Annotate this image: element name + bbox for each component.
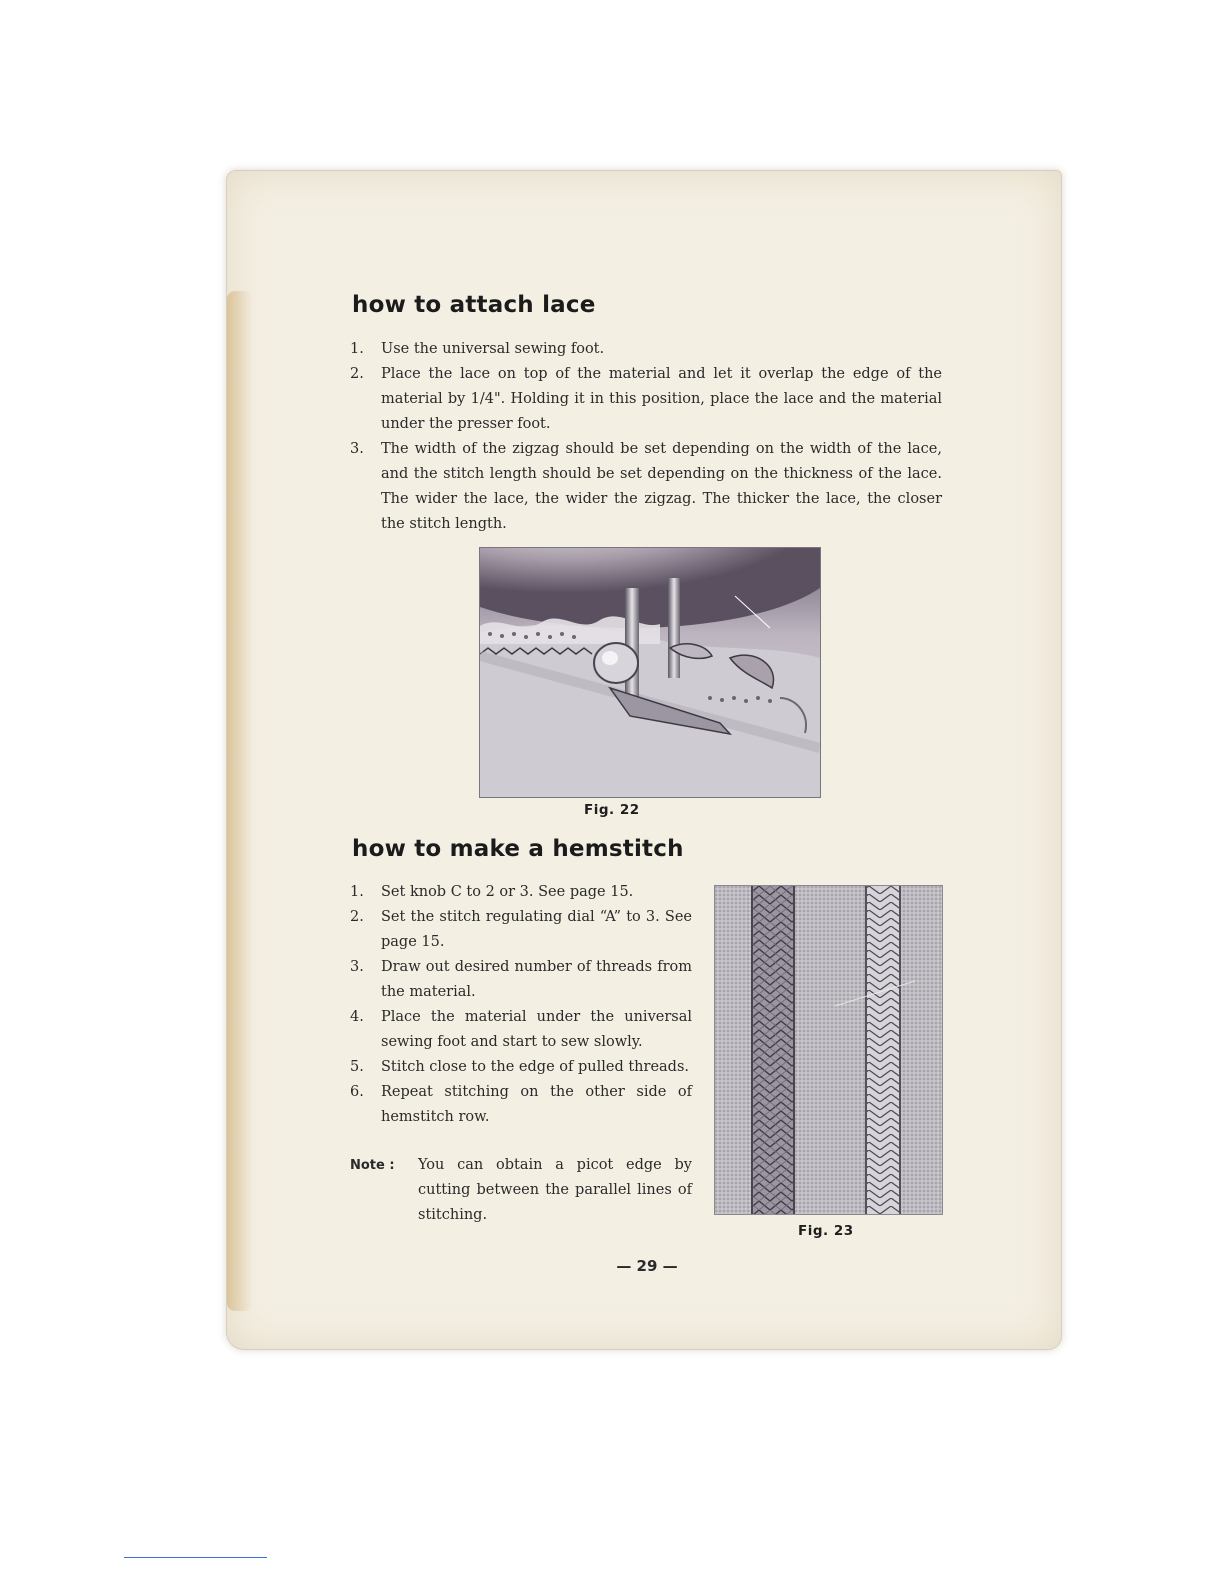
step-text: Set knob C to 2 or 3. See page 15. (381, 884, 634, 900)
figure-23-photo (714, 885, 943, 1215)
step-text: Use the universal sewing foot. (381, 341, 605, 357)
step-text: Repeat stitching on the other side of hemstitch row. (381, 1084, 692, 1125)
step-text: Place the material under the universal sewing foot and start to sew slowly. (381, 1009, 692, 1050)
step-text: Draw out desired number of threads from the material. (381, 959, 692, 1000)
step-text: Place the lace on top of the material and let it overlap the edge of the material by 1/4". Holding it in this position, place the lace and the material under the presser foot. (381, 366, 942, 432)
heading-attach-lace: how to attach lace (352, 292, 596, 318)
hemstitch-note (350, 1153, 692, 1228)
step-text: Stitch close to the edge of pulled threads. (381, 1059, 689, 1075)
list-item (350, 880, 692, 905)
list-item (350, 1055, 692, 1080)
step-text: Set the stitch regulating dial “A” to 3. See page 15. (381, 909, 692, 950)
attach-lace-steps (350, 337, 942, 537)
page-number: — 29 — (616, 1257, 678, 1275)
list-item (350, 955, 692, 1005)
list-item (350, 1080, 692, 1130)
page-stain (227, 291, 253, 1311)
list-item (350, 437, 942, 537)
list-item (350, 362, 942, 437)
step-number: 6. (350, 1084, 364, 1100)
figure-22-caption: Fig. 22 (584, 802, 640, 818)
step-number: 4. (350, 1009, 364, 1025)
figure-23-caption: Fig. 23 (798, 1223, 854, 1239)
step-number: 5. (350, 1059, 364, 1075)
step-number: 3. (350, 959, 364, 975)
heading-hemstitch: how to make a hemstitch (352, 836, 684, 862)
list-item (350, 337, 942, 362)
link-underline[interactable] (124, 1557, 267, 1558)
step-number: 3. (350, 441, 364, 457)
step-number: 2. (350, 909, 364, 925)
note-text: You can obtain a picot edge by cutting between the parallel lines of stitching. (418, 1157, 692, 1223)
list-item (350, 905, 692, 955)
step-number: 2. (350, 366, 364, 382)
list-item (350, 1005, 692, 1055)
step-text: The width of the zigzag should be set depending on the width of the lace, and the stitch length should be set depending on the thickness of the lace. The wider the lace, the wider the zigzag. The thicker the lace, the closer the stitch length. (381, 441, 942, 532)
step-number: 1. (350, 341, 364, 357)
figure-22-photo (479, 547, 821, 798)
step-number: 1. (350, 884, 364, 900)
note-label: Note : (350, 1158, 395, 1173)
hemstitch-steps (350, 880, 692, 1130)
